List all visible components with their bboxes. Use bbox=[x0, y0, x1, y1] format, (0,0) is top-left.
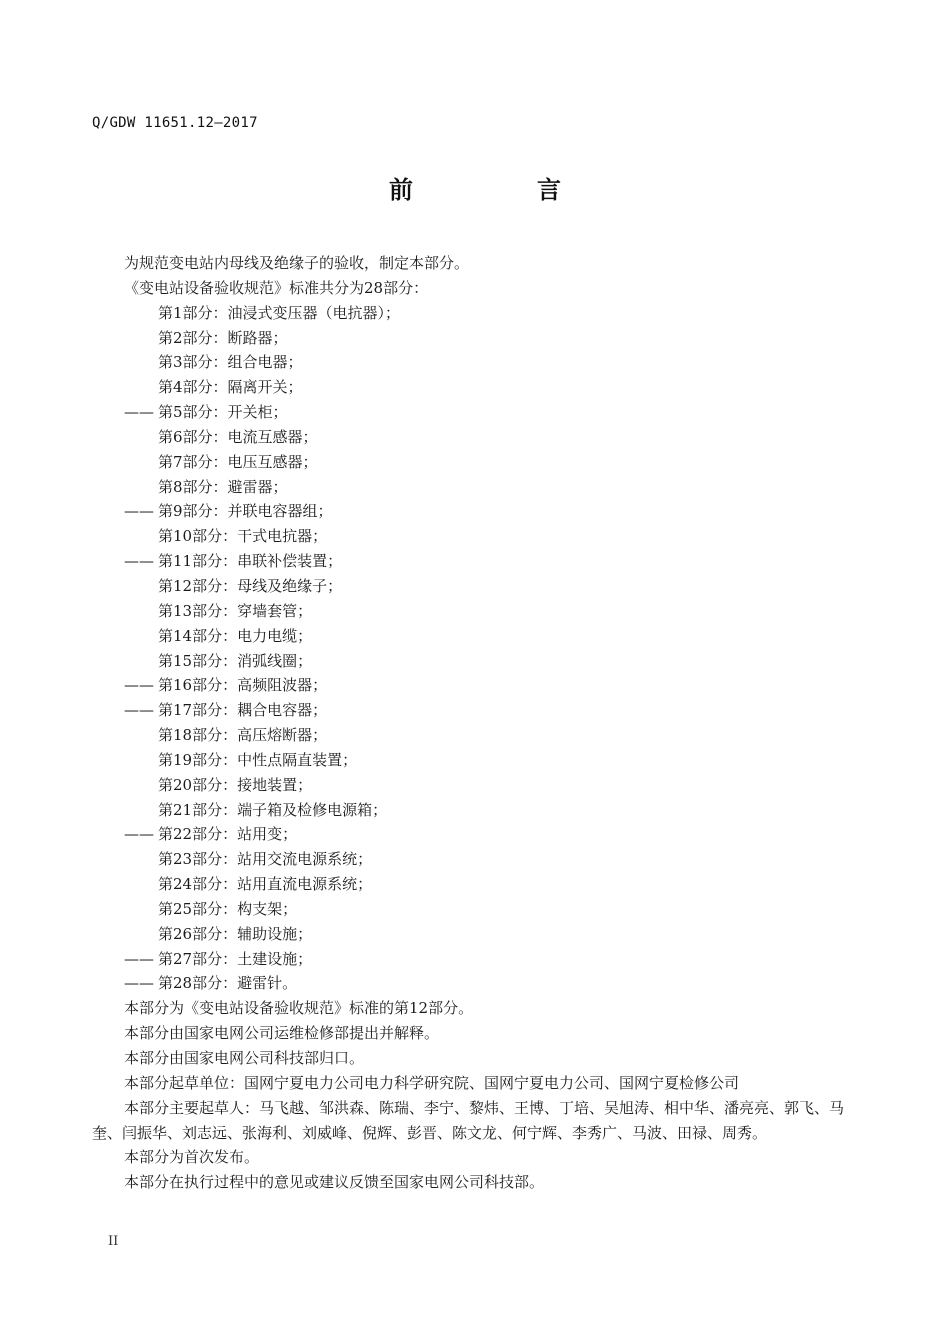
part-list-item bbox=[0, 847, 950, 872]
intro-line: 《变电站设备验收规范》标准共分为28部分： bbox=[124, 278, 429, 297]
dash-marker: —— bbox=[124, 403, 154, 422]
part-list-item bbox=[0, 673, 950, 698]
part-text: 第24部分：站用直流电源系统； bbox=[158, 875, 373, 894]
part-list-item bbox=[0, 574, 950, 599]
part-list-item bbox=[0, 698, 950, 723]
part-list-item bbox=[0, 301, 950, 326]
part-text: 第13部分：穿墙套管； bbox=[158, 601, 313, 620]
part-text: 第26部分：辅助设施； bbox=[158, 924, 313, 943]
part-text: 第19部分：中性点隔直装置； bbox=[158, 750, 358, 769]
part-text: 第16部分：高频阻波器； bbox=[158, 676, 328, 695]
part-list-item bbox=[0, 922, 950, 947]
part-text: 第11部分：串联补偿装置； bbox=[158, 552, 343, 571]
part-list-item bbox=[0, 723, 950, 748]
part-list-item bbox=[0, 350, 950, 375]
part-text: 第6部分：电流互感器； bbox=[158, 427, 318, 446]
part-list-item bbox=[0, 971, 950, 996]
dash-marker: —— bbox=[124, 502, 154, 521]
part-text: 第4部分：隔离开关； bbox=[158, 378, 303, 397]
drafters-paragraph: 本部分主要起草人：马飞越、邹洪森、陈瑞、李宁、黎炜、王博、丁培、吴旭涛、相中华、潘亮亮、郭飞、马奎、闫振华、刘志远、张海利、刘威峰、倪辉、彭晋、陈文龙、何宁辉、李秀广、马波、田禄、周秀。 bbox=[92, 1098, 845, 1142]
intro-line: 为规范变电站内母线及绝缘子的验收，制定本部分。 bbox=[124, 254, 470, 272]
part-text: 第23部分：站用交流电源系统； bbox=[158, 850, 373, 869]
part-list-item bbox=[0, 599, 950, 624]
part-text: 第22部分：站用变； bbox=[158, 825, 298, 844]
statement-line: 本部分由国家电网公司科技部归口。 bbox=[124, 1049, 365, 1067]
dash-marker: —— bbox=[124, 949, 154, 968]
closing-line: 本部分为首次发布。 bbox=[124, 1148, 260, 1167]
part-text: 第10部分：干式电抗器； bbox=[158, 527, 328, 546]
part-list-item bbox=[0, 524, 950, 549]
part-list-item bbox=[0, 649, 950, 674]
part-text: 第20部分：接地装置； bbox=[158, 775, 313, 794]
part-list-item bbox=[0, 549, 950, 574]
part-text: 第25部分：构支架； bbox=[158, 899, 298, 918]
part-list-item bbox=[0, 872, 950, 897]
part-text: 第12部分：母线及绝缘子； bbox=[158, 576, 343, 595]
parts-list bbox=[0, 301, 950, 997]
dash-marker: —— bbox=[124, 825, 154, 844]
part-list-item bbox=[0, 326, 950, 351]
closing-line: 本部分在执行过程中的意见或建议反馈至国家电网公司科技部。 bbox=[124, 1173, 545, 1192]
part-list-item bbox=[0, 798, 950, 823]
part-text: 第9部分：并联电容器组； bbox=[158, 502, 333, 521]
dash-marker: —— bbox=[124, 676, 154, 695]
page-number: II bbox=[108, 1234, 119, 1249]
part-text: 第17部分：耦合电容器； bbox=[158, 701, 328, 720]
part-text: 第7部分：电压互感器； bbox=[158, 452, 318, 471]
part-text: 第8部分：避雷器； bbox=[158, 477, 288, 496]
part-text: 第2部分：断路器； bbox=[158, 328, 288, 347]
part-list-item bbox=[0, 822, 950, 847]
page-title: 前 言 bbox=[389, 176, 611, 204]
part-list-item bbox=[0, 947, 950, 972]
part-text: 第5部分：开关柜； bbox=[158, 403, 288, 422]
part-list-item bbox=[0, 624, 950, 649]
part-text: 第3部分：组合电器； bbox=[158, 353, 303, 372]
dash-marker: —— bbox=[124, 701, 154, 720]
part-list-item bbox=[0, 499, 950, 524]
statement-line: 本部分为《变电站设备验收规范》标准的第12部分。 bbox=[124, 999, 474, 1018]
part-list-item bbox=[0, 375, 950, 400]
part-list-item bbox=[0, 425, 950, 450]
dash-marker: —— bbox=[124, 552, 154, 571]
part-list-item bbox=[0, 450, 950, 475]
foreword-body bbox=[0, 251, 950, 1195]
part-text: 第21部分：端子箱及检修电源箱； bbox=[158, 800, 388, 819]
dash-marker: —— bbox=[124, 974, 154, 993]
part-list-item bbox=[0, 475, 950, 500]
part-list-item bbox=[0, 897, 950, 922]
part-text: 第14部分：电力电缆； bbox=[158, 626, 313, 645]
part-text: 第15部分：消弧线圈； bbox=[158, 651, 313, 670]
statement-line: 本部分起草单位：国网宁夏电力公司电力科学研究院、国网宁夏电力公司、国网宁夏检修公司 bbox=[124, 1073, 740, 1092]
statement-line: 本部分由国家电网公司运维检修部提出并解释。 bbox=[124, 1024, 440, 1043]
part-text: 第27部分：土建设施； bbox=[158, 949, 313, 968]
part-list-item bbox=[0, 400, 950, 425]
part-text: 第28部分：避雷针。 bbox=[158, 974, 298, 993]
part-text: 第1部分：油浸式变压器（电抗器）； bbox=[158, 303, 401, 322]
part-list-item bbox=[0, 748, 950, 773]
part-text: 第18部分：高压熔断器； bbox=[158, 726, 328, 745]
part-list-item bbox=[0, 773, 950, 798]
document-code: Q/GDW 11651.12—2017 bbox=[92, 115, 258, 131]
